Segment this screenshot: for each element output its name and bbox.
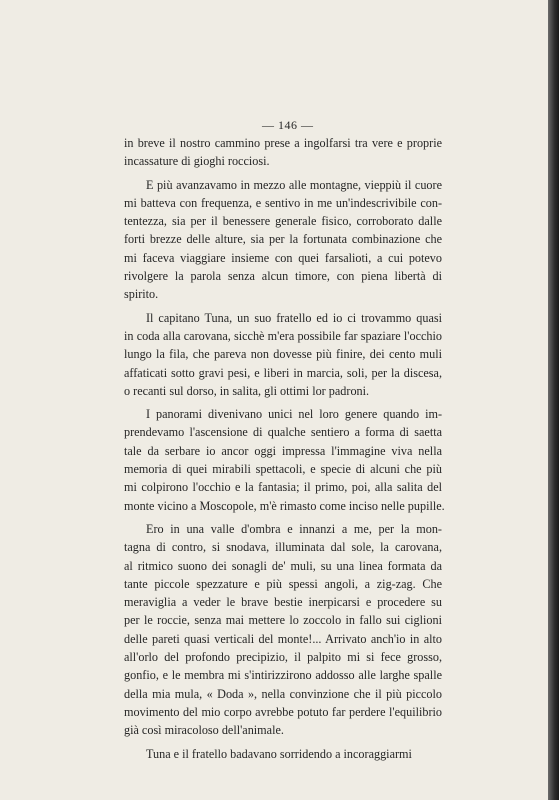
text-line: affaticati sotto gravi pesi, e liberi in marcia, soli, per la discesa, — [124, 365, 442, 380]
text-line: monte vicino a Moscopole, m'è rimasto come inciso nelle pupille. — [124, 498, 445, 513]
text-line: I panorami divenivano unici nel loro genere quando im- — [146, 407, 442, 422]
text-line: lungo la fila, che pareva non dovesse più finire, dei cento muli — [124, 347, 442, 362]
text-line: all'orlo del profondo precipizio, il palpito mi si fece grosso, — [124, 650, 442, 665]
text-line: per le roccie, senza mai mettere lo zoccolo in fallo sui ciglioni — [124, 613, 442, 628]
text-line: tagna di contro, si snodava, illuminata dal sole, la carovana, — [124, 540, 442, 555]
text-line: Il capitano Tuna, un suo fratello ed io ci trovammo quasi — [146, 310, 442, 325]
text-line: prendevamo l'ascensione di qualche sentiero a forma di saetta — [124, 425, 442, 440]
text-line: in breve il nostro cammino prese a ingolfarsi tra vere e proprie — [124, 136, 442, 150]
text-line: tentezza, sia per il benessere generale fisico, corroborato dalle — [124, 214, 442, 229]
text-line: tale da serbare io ancor oggi impressa l'immagine viva nella — [124, 443, 442, 458]
text-line: o recanti sul dorso, in salita, gli ottimi lor padroni. — [124, 383, 370, 398]
text-line: in coda alla carovana, sicchè m'era possibile far spaziare l'occhio — [124, 328, 442, 343]
text-line: memoria di quei mirabili spettacoli, e specie di alcuni che più — [124, 462, 442, 477]
text-line: al ritmico suono dei sonagli de' muli, su una linea formata da — [124, 558, 442, 573]
paragraph — [124, 520, 442, 740]
paragraph — [124, 176, 442, 304]
text-line: mi faceva viaggiare insieme con quei farsalioti, a cui potevo — [124, 250, 442, 265]
text-line: tante piccole spezzature e più spessi angoli, a zig-zag. Che — [124, 576, 442, 591]
text-line: E più avanzavamo in mezzo alle montagne, vieppiù il cuore — [146, 177, 442, 192]
text-line: incassature di gioghi rocciosi. — [124, 154, 270, 169]
text-line: mi colpirono l'occhio e la fantasia; il primo, poi, alla salita del — [124, 480, 442, 495]
text-line: delle pareti quasi verticali del monte!... Arrivato anch'io in alto — [124, 631, 442, 646]
paragraph — [124, 309, 442, 400]
text-line: forti brezze delle alture, sia per la fortunata combinazione che — [124, 232, 442, 247]
text-line: rivolgere la parola senza alcun timore, con piena libertà di — [124, 269, 442, 284]
text-line: della mia mula, « Doda », nella convinzione che il più piccolo — [124, 686, 442, 701]
paragraph — [124, 405, 445, 515]
page-edge-shadow — [548, 0, 559, 800]
text-line: movimento del mio corpo avrebbe potuto far perdere l'equilibrio — [124, 704, 442, 719]
paragraph — [124, 745, 442, 763]
text-line: Tuna e il fratello badavano sorridendo a incoraggiarmi — [146, 746, 412, 761]
text-line: già così miracoloso dell'animale. — [124, 723, 284, 738]
body-text — [124, 134, 445, 768]
text-line: mi batteva con frequenza, e sentivo in me un'indescrivibile con- — [124, 195, 442, 210]
page-number: — 146 — — [262, 118, 314, 132]
paragraph — [124, 134, 442, 171]
text-line: gonfio, e le membra mi s'intirizzirono addosso alle larghe spalle — [124, 668, 442, 683]
text-line: Ero in una valle d'ombra e innanzi a me, per la mon- — [146, 521, 442, 536]
text-line: spirito. — [124, 287, 159, 302]
text-line: meraviglia a veder le brave bestie inerpicarsi e procedere su — [124, 595, 442, 610]
